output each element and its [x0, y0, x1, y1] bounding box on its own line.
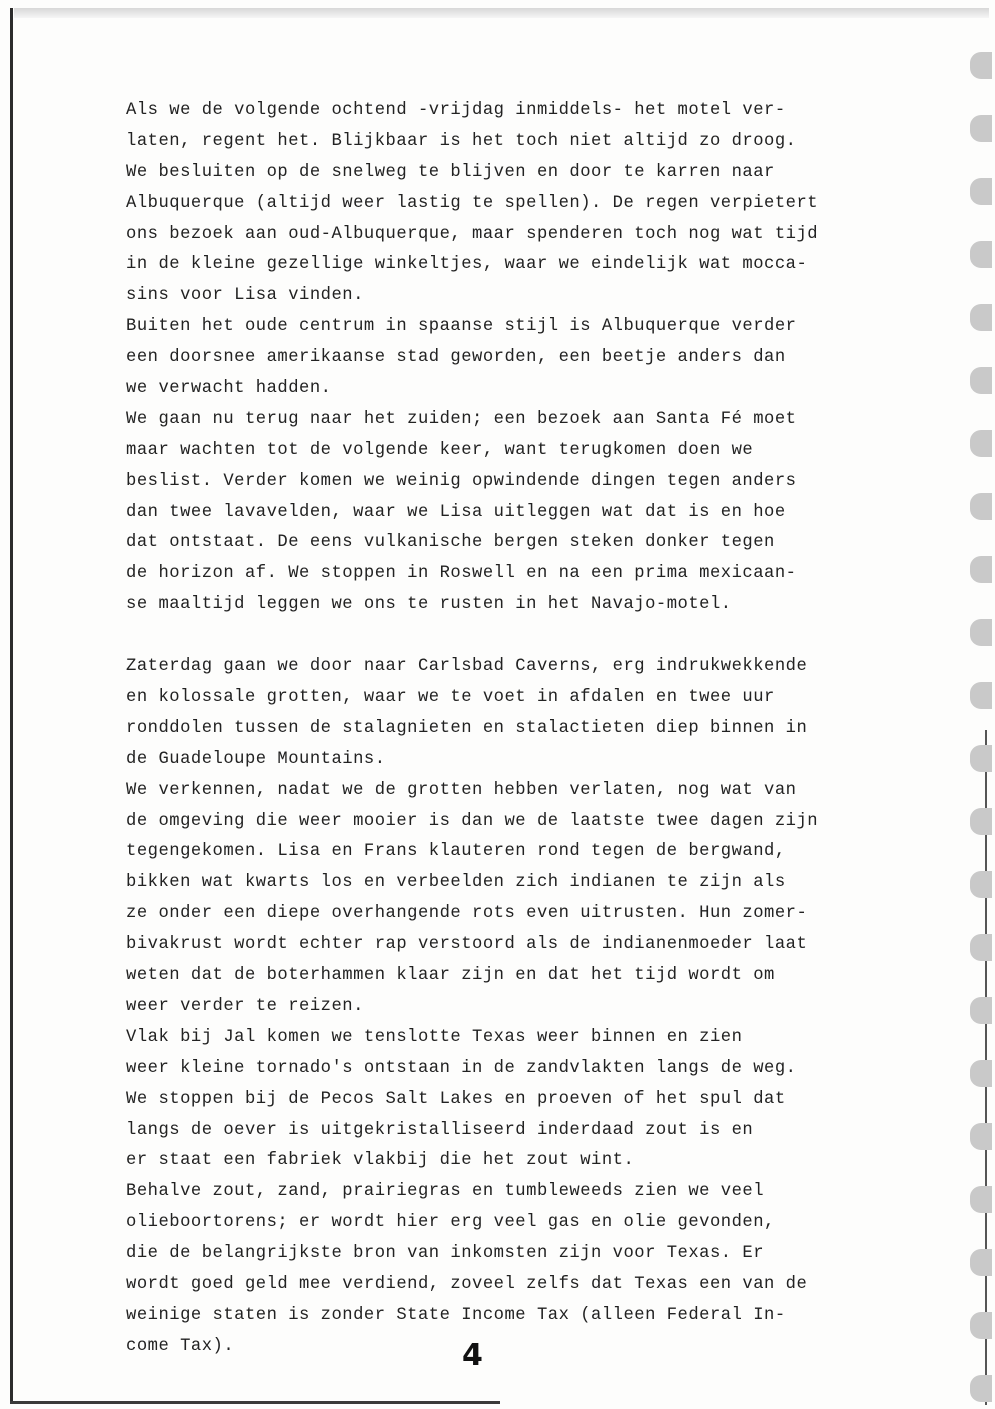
text-line: in de kleine gezellige winkeltjes, waar we eindelijk wat mocca-	[126, 255, 808, 275]
text-line: sins voor Lisa vinden.	[126, 286, 364, 306]
text-line: dat ontstaat. De eens vulkanische bergen steken donker tegen	[126, 533, 775, 553]
binder-hole	[970, 997, 992, 1024]
text-line: Buiten het oude centrum in spaanse stijl is Albuquerque verder	[126, 317, 797, 337]
binder-hole	[970, 304, 992, 331]
page-bottom-edge	[10, 1401, 500, 1404]
text-line: ze onder een diepe overhangende rots even uitrusten. Hun zomer-	[126, 904, 808, 924]
binder-hole	[970, 556, 992, 583]
binder-hole	[970, 1123, 992, 1150]
text-line: We verkennen, nadat we de grotten hebben verlaten, nog wat van	[126, 780, 797, 800]
text-line: weten dat de boterhammen klaar zijn en dat het tijd wordt om	[126, 966, 775, 986]
text-line: Behalve zout, zand, prairiegras en tumbleweeds zien we veel	[126, 1182, 765, 1202]
text-line: weer kleine tornado's ontstaan in de zandvlakten langs de weg.	[126, 1058, 797, 1078]
text-line: maar wachten tot de volgende keer, want terugkomen doen we	[126, 440, 754, 460]
body-text	[126, 96, 956, 1363]
text-line: Vlak bij Jal komen we tenslotte Texas weer binnen en zien	[126, 1027, 743, 1047]
binder-hole	[970, 745, 992, 772]
binder-hole	[970, 1375, 992, 1402]
binder-hole	[970, 493, 992, 520]
text-line: ons bezoek aan oud-Albuquerque, maar spenderen toch nog wat tijd	[126, 224, 819, 244]
page-number: 4	[462, 1338, 483, 1373]
text-line: bikken wat kwarts los en verbeelden zich indianen te zijn als	[126, 873, 786, 893]
text-line: We besluiten op de snelweg te blijven en door te karren naar	[126, 162, 775, 182]
text-line: en kolossale grotten, waar we te voet in afdalen en twee uur	[126, 688, 775, 708]
binder-hole	[970, 1249, 992, 1276]
text-line: we verwacht hadden.	[126, 379, 332, 399]
text-line: We stoppen bij de Pecos Salt Lakes en proeven of het spul dat	[126, 1089, 786, 1109]
binder-hole	[970, 1060, 992, 1087]
text-line: We gaan nu terug naar het zuiden; een bezoek aan Santa Fé moet	[126, 409, 797, 429]
text-line: tegengekomen. Lisa en Frans klauteren rond tegen de bergwand,	[126, 842, 786, 862]
text-line: come Tax).	[126, 1336, 235, 1356]
text-line: de horizon af. We stoppen in Roswell en na een prima mexicaan-	[126, 564, 797, 584]
text-line: se maaltijd leggen we ons te rusten in het Navajo-motel.	[126, 595, 732, 615]
text-line: weinige staten is zonder State Income Tax (alleen Federal In-	[126, 1305, 786, 1325]
binder-hole	[970, 367, 992, 394]
binder-hole	[970, 871, 992, 898]
text-line: er staat een fabriek vlakbij die het zout wint.	[126, 1151, 635, 1171]
binder-hole	[970, 1312, 992, 1339]
text-line: laten, regent het. Blijkbaar is het toch niet altijd zo droog.	[126, 131, 797, 151]
text-line: Zaterdag gaan we door naar Carlsbad Caverns, erg indrukwekkende	[126, 657, 808, 677]
text-line: Albuquerque (altijd weer lastig te spellen). De regen verpietert	[126, 193, 819, 213]
text-line: wordt goed geld mee verdiend, zoveel zelfs dat Texas een van de	[126, 1274, 808, 1294]
page-left-edge	[10, 8, 13, 1403]
paragraph	[126, 96, 956, 621]
binder-hole	[970, 52, 992, 79]
text-line: de omgeving die weer mooier is dan we de laatste twee dagen zijn	[126, 811, 819, 831]
text-line: bivakrust wordt echter rap verstoord als de indianenmoeder laat	[126, 935, 808, 955]
text-line: ronddolen tussen de stalagnieten en stalactieten diep binnen in	[126, 718, 808, 738]
binder-hole	[970, 682, 992, 709]
text-line: weer verder te reizen.	[126, 996, 364, 1016]
text-line: langs de oever is uitgekristalliseerd inderdaad zout is en	[126, 1120, 754, 1140]
text-line: de Guadeloupe Mountains.	[126, 749, 386, 769]
binder-holes	[970, 52, 995, 1402]
binder-hole	[970, 1186, 992, 1213]
text-line: Als we de volgende ochtend -vrijdag inmiddels- het motel ver-	[126, 101, 786, 120]
paragraph-gap	[126, 621, 956, 652]
binder-hole	[970, 619, 992, 646]
binder-hole	[970, 934, 992, 961]
paragraph	[126, 652, 956, 1362]
page-top-edge	[14, 8, 989, 18]
text-line: beslist. Verder komen we weinig opwindende dingen tegen anders	[126, 471, 797, 491]
text-line: olieboortorens; er wordt hier erg veel gas en olie gevonden,	[126, 1213, 775, 1233]
text-line: die de belangrijkste bron van inkomsten zijn voor Texas. Er	[126, 1244, 765, 1264]
binder-hole	[970, 115, 992, 142]
text-line: dan twee lavavelden, waar we Lisa uitleggen wat dat is en hoe	[126, 502, 786, 522]
binder-hole	[970, 241, 992, 268]
binder-hole	[970, 178, 992, 205]
binder-hole	[970, 430, 992, 457]
binder-hole	[970, 808, 992, 835]
text-line: een doorsnee amerikaanse stad geworden, een beetje anders dan	[126, 348, 786, 368]
